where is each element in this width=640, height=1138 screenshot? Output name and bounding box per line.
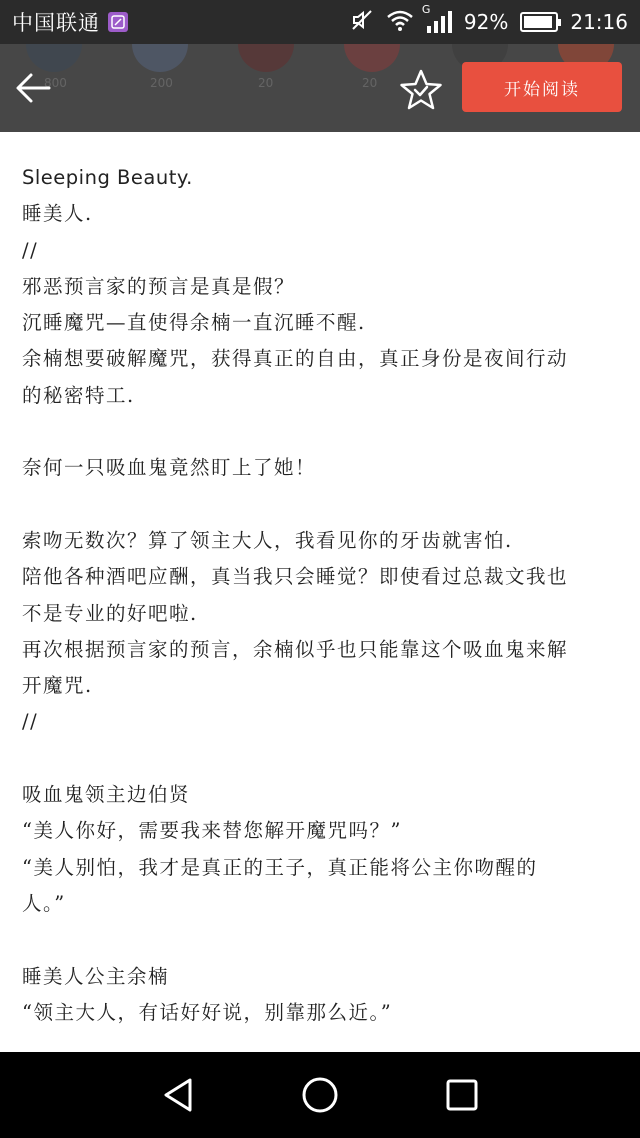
star-check-icon (398, 68, 444, 112)
description-line: 睡美人公主余楠 (22, 964, 170, 988)
favorite-button[interactable] (396, 66, 446, 114)
description-line: “美人你好，需要我来替您解开魔咒吗？” (22, 819, 402, 843)
nav-back-button[interactable] (154, 1071, 202, 1119)
description-line: “美人别怕，我才是真正的王子，真正能将公主你吻醒的 (22, 855, 538, 879)
description-line: // (22, 238, 39, 262)
battery-icon (520, 12, 558, 32)
description-line: “领主大人，有话好好说，别靠那么近。” (22, 1000, 393, 1024)
battery-percent: 92% (463, 10, 509, 34)
battery-level (524, 16, 552, 28)
mute-icon (350, 8, 374, 37)
description-line: 奈何一只吸血鬼竟然盯上了她！ (22, 456, 317, 480)
blank-line (22, 922, 618, 958)
arrow-left-icon (15, 72, 51, 104)
description-line: 再次根据预言家的预言，余楠似乎也只能靠这个吸血鬼来解 (22, 637, 569, 661)
description-line: 人。” (22, 891, 66, 915)
start-reading-button[interactable]: 开始阅读 (462, 62, 622, 112)
description-line: 沉睡魔咒—直使得余楠一直沉睡不醒. (22, 311, 366, 335)
description-line: 的秘密特工. (22, 383, 135, 407)
description-line: 不是专业的好吧啦. (22, 601, 198, 625)
description-line: 陪他各种酒吧应酬，真当我只会睡觉？即使看过总裁文我也 (22, 565, 569, 589)
app-notification-icon (108, 12, 128, 32)
description-line: Sleeping Beauty. (22, 166, 193, 189)
description-line: 睡美人. (22, 202, 93, 226)
carrier-name: 中国联通 (12, 11, 100, 35)
book-header (0, 44, 640, 132)
description-line: 吸血鬼领主边伯贤 (22, 783, 191, 807)
description-line: 索吻无数次？算了领主大人，我看见你的牙齿就害怕. (22, 528, 513, 552)
signal-icon (421, 3, 452, 33)
blank-line (22, 487, 618, 523)
nav-recent-button[interactable] (438, 1071, 486, 1119)
wifi-icon (386, 9, 414, 36)
back-button[interactable] (10, 66, 56, 110)
description-line: 开魔咒. (22, 674, 93, 698)
description-line: // (22, 710, 39, 734)
square-recent-icon (445, 1078, 479, 1112)
description-line: 邪恶预言家的预言是真是假？ (22, 274, 296, 298)
status-indicators (350, 3, 628, 37)
clock: 21:16 (570, 10, 628, 34)
nav-home-button[interactable] (296, 1071, 344, 1119)
circle-home-icon (301, 1076, 339, 1114)
blank-line (22, 741, 618, 777)
blank-line (22, 414, 618, 450)
book-description (0, 132, 640, 1052)
description-line: 余楠想要破解魔咒，获得真正的自由，真正身份是夜间行动 (22, 347, 569, 371)
system-nav-bar (0, 1052, 640, 1138)
triangle-back-icon (162, 1077, 194, 1113)
network-type: G (421, 3, 431, 16)
status-bar (0, 0, 640, 44)
